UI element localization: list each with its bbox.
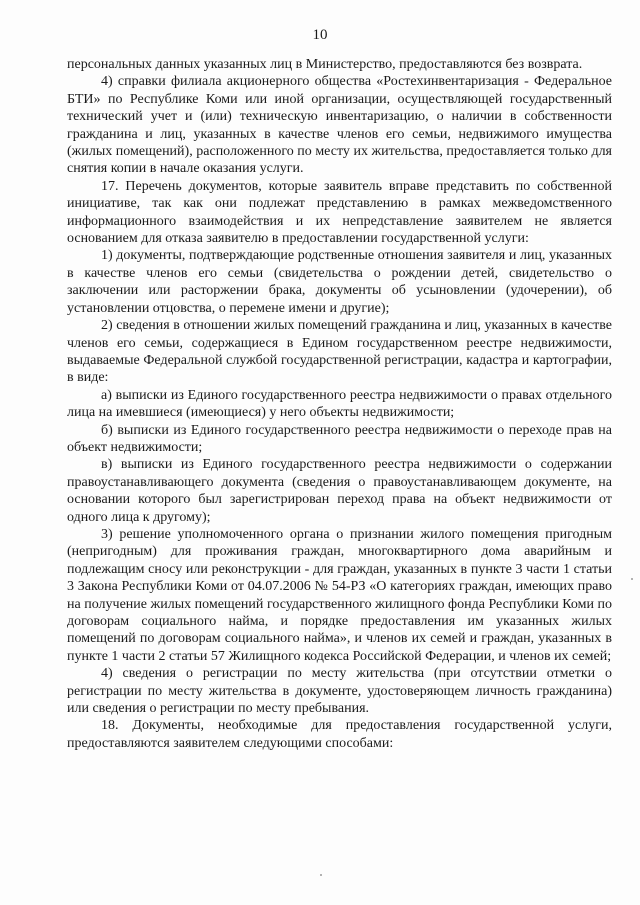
paragraph-subitem-b: б) выписки из Единого государственного реестра недвижимости о переходе прав на объект недвижимости; (67, 422, 612, 455)
paragraph-item-1-kinship-documents: 1) документы, подтверждающие родственные отношения заявителя и лиц, указанных в качестве членов его семьи (свидетельства о рождении детей, свидетельство о заключении или расторжении брака, документы об усыновлении (удочерении), об установлении отцовства, о перемене имени и другие); (67, 248, 612, 316)
scan-artifact (631, 578, 633, 580)
paragraph-item-2-property-registry: 2) сведения в отношении жилых помещений гражданина и лиц, указанных в качестве членов его семьи, содержащиеся в Едином государственном реестре недвижимости, выдаваемые Федеральной службой государственной регистрации, кадастра и картографии, в виде: (67, 318, 612, 386)
paragraph-subitem-v: в) выписки из Единого государственного реестра недвижимости о содержании правоустанавливающего документа (сведения о правоустанавливающем документе, на основании которого был зарегистрирован переход права на объект недвижимости от одного лица к другому); (67, 457, 612, 525)
paragraph-item-3-housing-decision: 3) решение уполномоченного органа о признании жилого помещения пригодным (непригодным) для проживания граждан, многоквартирного дома аварийным и подлежащим сносу или реконструкции - для граждан, указанных в пункте 3 части 1 статьи 3 Закона Республики Коми от 04.07.2006 № 54-РЗ «О категориях граждан, имеющих право на получение жилых помещений государственного жилищного фонда Республики Коми по договорам социального найма, и порядке предоставления им указанных жилых помещений по договорам социального найма», и членов их семей и граждан, указанных в пункте 1 части 2 статьи 57 Жилищного кодекса Российской Федерации, и членов их семей; (67, 526, 612, 664)
paragraph-clause-17: 17. Перечень документов, которые заявитель вправе представить по собственной инициативе, так как они подлежат представлению в рамках межведомственного информационного взаимодействия и их непредставление заявителем не является основанием для отказа заявителю в предоставлении государственной услуги: (67, 178, 612, 247)
paragraph-continuation: персональных данных указанных лиц в Министерство, предоставляются без возврата. (67, 57, 583, 72)
scan-artifact (320, 874, 322, 876)
page-number: 10 (312, 27, 328, 43)
paragraph-subitem-a: а) выписки из Единого государственного реестра недвижимости о правах отдельного лица на имевшиеся (имеющиеся) у него объекты недвижимости; (67, 387, 612, 421)
paragraph-clause-18: 18. Документы, необходимые для предоставления государственной услуги, предоставляются заявителем следующими способами: (67, 718, 612, 751)
document-body (67, 56, 612, 752)
paragraph-item-4-bti-certificate: 4) справки филиала акционерного общества «Ростехинвентаризация - Федеральное БТИ» по Республике Коми или иной организации, осуществляющей государственный технический учет и (или) техническую инвентаризацию, о наличии в собственности гражданина и лиц, указанных в качестве членов его семьи, недвижимого имущества (жилых помещений), расположенного по месту их жительства, предоставляется только для снятия копии в начале оказания услуги. (67, 74, 612, 177)
paragraph-item-4-residence-registration: 4) сведения о регистрации по месту жительства (при отсутствии отметки о регистрации по месту жительства в документе, удостоверяющем личность гражданина) или сведения о регистрации по месту пребывания. (67, 666, 612, 717)
